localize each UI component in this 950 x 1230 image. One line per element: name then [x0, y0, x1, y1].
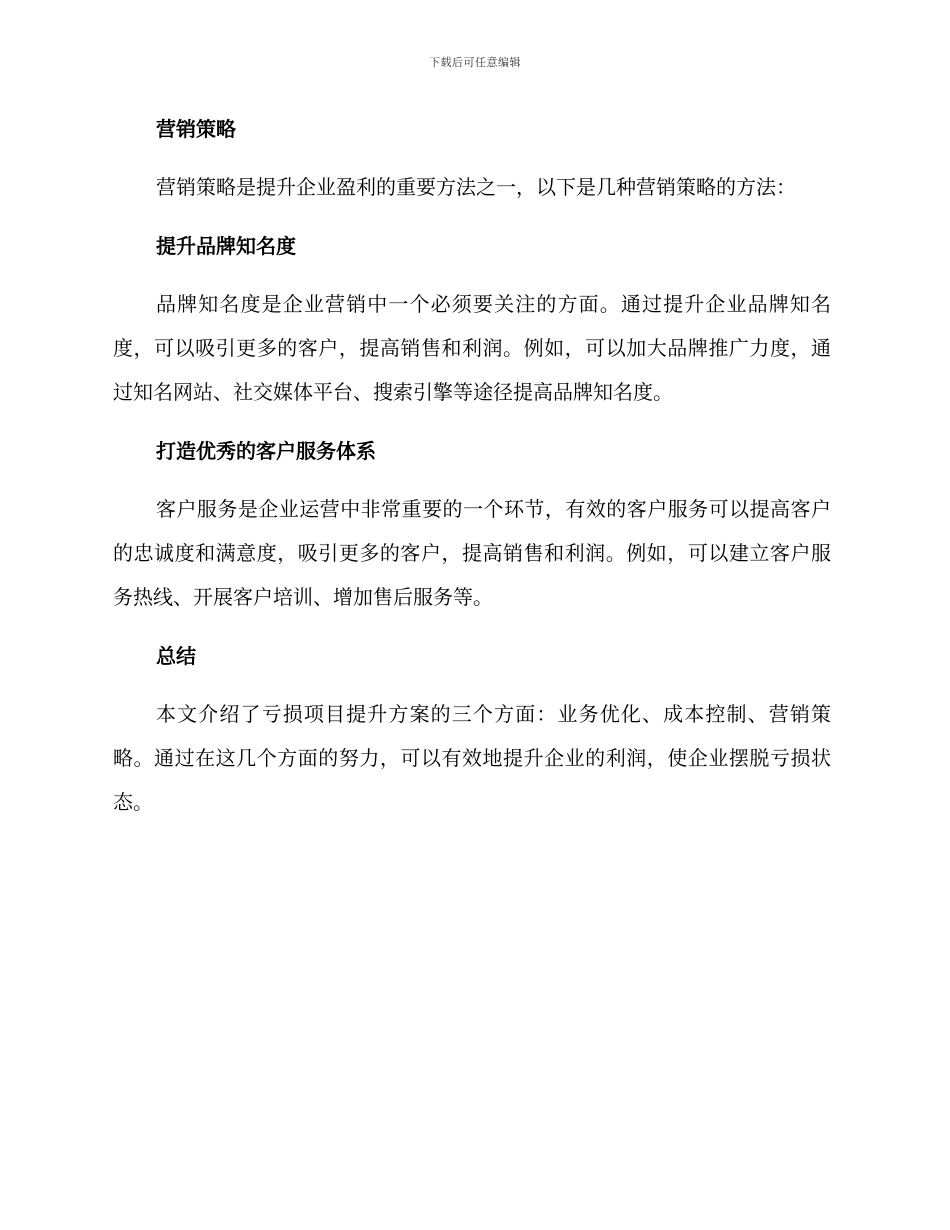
- section-heading: 营销策略: [156, 117, 236, 141]
- section-paragraph: 品牌知名度是企业营销中一个必须要关注的方面。通过提升企业品牌知名度，可以吸引更多的客户，提高销售和利润。例如，可以加大品牌推广力度，通过知名网站、社交媒体平台、搜索引擎等途径提高品牌知名度。: [113, 292, 831, 404]
- section-heading: 打造优秀的客户服务体系: [156, 439, 376, 463]
- section-marketing-strategy: [113, 107, 831, 209]
- section-heading: 总结: [156, 644, 196, 668]
- section-customer-service: [113, 429, 831, 619]
- section-paragraph: 营销策略是提升企业盈利的重要方法之一，以下是几种营销策略的方法：: [156, 175, 796, 199]
- section-brand-awareness: [113, 224, 831, 414]
- section-paragraph: 客户服务是企业运营中非常重要的一个环节，有效的客户服务可以提高客户的忠诚度和满意度，吸引更多的客户，提高销售和利润。例如，可以建立客户服务热线、开展客户培训、增加售后服务等。: [113, 497, 831, 609]
- section-paragraph: 本文介绍了亏损项目提升方案的三个方面：业务优化、成本控制、营销策略。通过在这几个方面的努力，可以有效地提升企业的利润，使企业摆脱亏损状态。: [113, 702, 831, 814]
- section-heading: 提升品牌知名度: [156, 234, 296, 258]
- section-summary: [113, 634, 831, 824]
- document-body: [113, 107, 831, 839]
- header-note: 下载后可任意编辑: [429, 56, 521, 69]
